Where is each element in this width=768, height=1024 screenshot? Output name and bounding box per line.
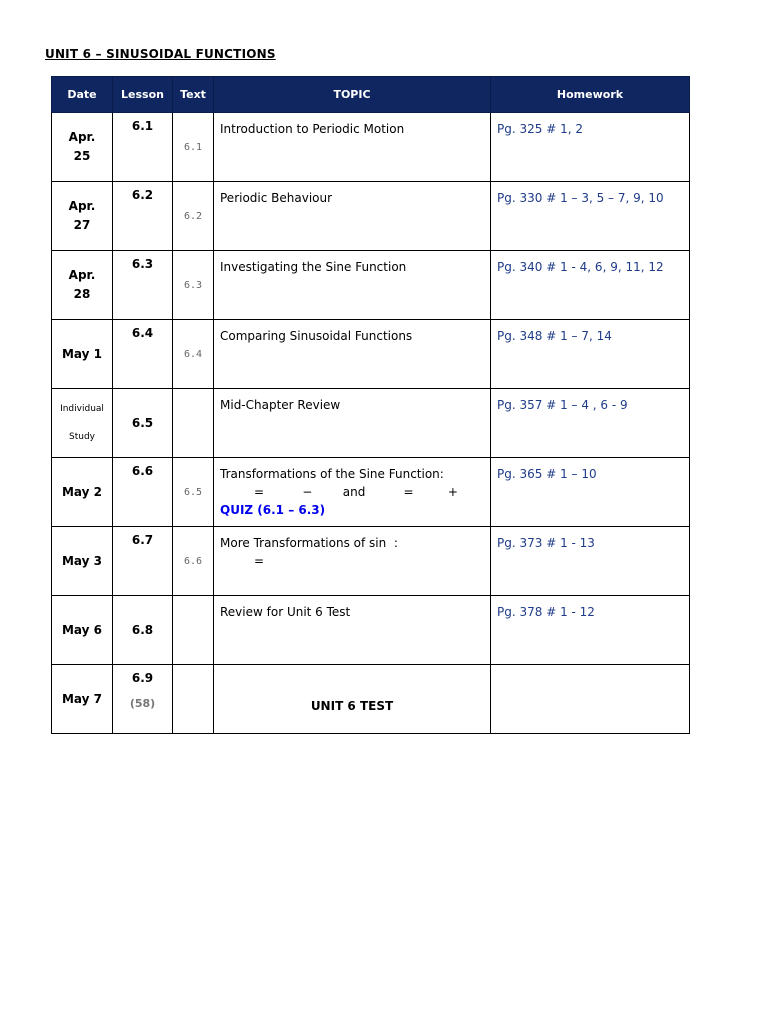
table-row — [52, 458, 690, 527]
table-row — [52, 389, 690, 458]
topic-formula: = — [254, 554, 265, 568]
unit-test-label: UNIT 6 TEST — [310, 699, 394, 713]
topic-cell — [214, 527, 491, 596]
lesson-number: 6.9 — [131, 671, 154, 685]
date-line-2: Study — [69, 432, 95, 442]
topic-cell: Investigating the Sine Function — [214, 251, 491, 320]
text-cell: 6.5 — [173, 458, 214, 527]
lesson-cell: 6.1 — [113, 113, 173, 182]
text-cell: 6.3 — [173, 251, 214, 320]
text-cell: 6.6 — [173, 527, 214, 596]
table-row — [52, 527, 690, 596]
homework-cell: Pg. 330 # 1 – 3, 5 – 7, 9, 10 — [491, 182, 690, 251]
lesson-cell: 6.3 — [113, 251, 173, 320]
homework-cell: Pg. 340 # 1 - 4, 6, 9, 11, 12 — [491, 251, 690, 320]
lesson-cell: 6.5 — [113, 389, 173, 458]
table-row — [52, 596, 690, 665]
date-cell: May 6 — [52, 596, 113, 665]
topic-cell: Introduction to Periodic Motion — [214, 113, 491, 182]
homework-cell — [491, 665, 690, 734]
table-row — [52, 251, 690, 320]
date-cell: May 3 — [52, 527, 113, 596]
header-date: Date — [52, 77, 113, 113]
topic-cell: Mid-Chapter Review — [214, 389, 491, 458]
topic-text: More Transformations of sin : — [220, 536, 398, 550]
date-line-1: Individual — [60, 404, 104, 414]
text-cell — [173, 389, 214, 458]
lesson-cell — [113, 665, 173, 734]
topic-cell — [214, 458, 491, 527]
homework-cell: Pg. 373 # 1 - 13 — [491, 527, 690, 596]
text-cell: 6.1 — [173, 113, 214, 182]
topic-cell: Review for Unit 6 Test — [214, 596, 491, 665]
date-cell: May 2 — [52, 458, 113, 527]
date-month: Apr. — [68, 130, 96, 144]
text-cell: 6.4 — [173, 320, 214, 389]
date-month: Apr. — [68, 268, 96, 282]
table-row — [52, 113, 690, 182]
homework-cell: Pg. 325 # 1, 2 — [491, 113, 690, 182]
table-row — [52, 320, 690, 389]
table-row — [52, 665, 690, 734]
topic-cell — [214, 665, 491, 734]
unit-title: UNIT 6 – SINUSOIDAL FUNCTIONS — [45, 47, 276, 61]
topic-text: Transformations of the Sine Function: — [220, 467, 444, 481]
quiz-label: QUIZ (6.1 – 6.3) — [220, 503, 326, 517]
homework-cell: Pg. 365 # 1 – 10 — [491, 458, 690, 527]
date-day: 27 — [73, 218, 91, 232]
lesson-cell: 6.6 — [113, 458, 173, 527]
header-topic: TOPIC — [214, 77, 491, 113]
table-row — [52, 182, 690, 251]
table-header-row — [52, 77, 690, 113]
lesson-cell: 6.4 — [113, 320, 173, 389]
date-cell: May 1 — [52, 320, 113, 389]
date-cell — [52, 182, 113, 251]
date-cell — [52, 389, 113, 458]
header-lesson: Lesson — [113, 77, 173, 113]
text-cell: 6.2 — [173, 182, 214, 251]
header-text: Text — [173, 77, 214, 113]
date-cell: May 7 — [52, 665, 113, 734]
text-cell — [173, 596, 214, 665]
topic-cell: Periodic Behaviour — [214, 182, 491, 251]
homework-cell: Pg. 357 # 1 – 4 , 6 - 9 — [491, 389, 690, 458]
text-cell — [173, 665, 214, 734]
date-cell — [52, 251, 113, 320]
date-month: Apr. — [68, 199, 96, 213]
date-day: 28 — [73, 287, 91, 301]
lesson-cell: 6.2 — [113, 182, 173, 251]
lesson-cell: 6.8 — [113, 596, 173, 665]
lesson-cell: 6.7 — [113, 527, 173, 596]
topic-formula: = − and = + — [254, 485, 458, 499]
topic-cell: Comparing Sinusoidal Functions — [214, 320, 491, 389]
homework-cell: Pg. 378 # 1 - 12 — [491, 596, 690, 665]
lesson-sub: (58) — [129, 697, 156, 710]
header-homework: Homework — [491, 77, 690, 113]
homework-cell: Pg. 348 # 1 – 7, 14 — [491, 320, 690, 389]
date-cell — [52, 113, 113, 182]
schedule-table — [51, 76, 690, 734]
date-day: 25 — [73, 149, 91, 163]
